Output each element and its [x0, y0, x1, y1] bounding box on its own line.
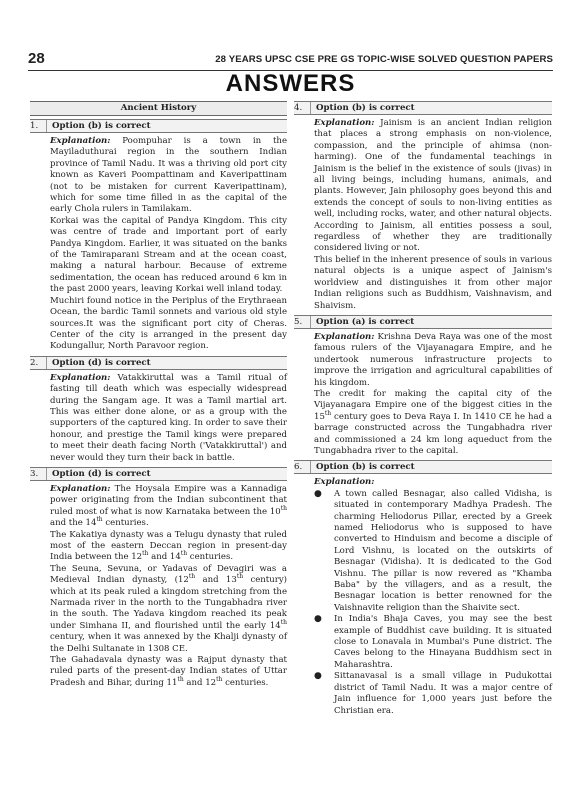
- paragraph: [314, 389, 552, 457]
- bullet-text: Sittanavasal is a small village in Pudukottai district of Tamil Nadu. It was a major centre of Jain influence for 1,000 years just before the Christian era.: [334, 671, 552, 716]
- answer-body-2: [30, 373, 287, 464]
- answer-option: Option (d) is correct: [52, 468, 151, 479]
- explanation-label: Explanation:: [314, 118, 375, 128]
- text-run: and 13: [195, 575, 237, 586]
- paragraph: Muchiri found notice in the Periplus of the Erythraean Ocean, the bardic Tamil sonnets and various old style sources.It was the significant port city of Cheras. Center of the city is arranged in the present day Kodungallur, North Paravoor region.: [50, 295, 287, 352]
- text-run: and 12: [183, 677, 217, 688]
- superscript: th: [177, 676, 184, 684]
- bullet-icon: ●: [314, 614, 322, 625]
- paragraph-text: Jainism is an ancient Indian religion that places a strong emphasis on non-violence, compassion, and the principle of ahimsa (non-harming). One of the fundamental teachings in Jainism is the belief in the existence of souls (jivas) in all living beings, including humans, animals, and plants. However, Jain philosophy goes beyond this and extends the concept of souls to non-living entities as well, including rocks, water, and other natural objects. According to Jainism, all entities possess a soul, regardless of whether they are traditionally considered living or not.: [314, 118, 553, 254]
- paragraph: [314, 118, 552, 255]
- superscript: th: [236, 573, 244, 581]
- superscript: th: [216, 676, 223, 684]
- answer-heading-6: [294, 460, 552, 474]
- bullet-icon: ●: [314, 488, 322, 499]
- page-header: [28, 52, 553, 71]
- paragraph: [50, 136, 287, 216]
- explanation-label: Explanation:: [314, 477, 375, 488]
- paragraph: [50, 564, 287, 655]
- text-run: centuries.: [102, 518, 149, 529]
- answer-body-4: [294, 118, 552, 312]
- explanation-label: Explanation:: [50, 136, 111, 146]
- answer-body-6: [294, 477, 552, 717]
- bullet-icon: ●: [314, 671, 322, 682]
- explanation-label: Explanation:: [50, 372, 111, 383]
- answer-heading-5: [294, 315, 552, 329]
- superscript: th: [324, 409, 332, 417]
- page-number: 28: [28, 50, 45, 67]
- paragraph: [50, 373, 287, 464]
- superscript: th: [188, 573, 196, 581]
- text-run: The credit for making the capital city of the Vijayanagara Empire one of the biggest cities in the 15: [314, 388, 552, 422]
- answer-heading-4: [294, 101, 552, 115]
- text-run: century) which at its peak ruled a kingdom stretching from the Narmada river in the north to the Tungabhadra river in the south. The Yadava kingdom reached its peak under Simhana II, and flourished until the early 14: [50, 575, 287, 631]
- superscript: th: [280, 619, 287, 626]
- answer-heading-3: [30, 467, 287, 481]
- answer-option: Option (d) is correct: [52, 357, 151, 368]
- section-heading: Ancient History: [30, 101, 287, 116]
- answer-option: Option (b) is correct: [52, 121, 151, 131]
- paragraph-text: Poompuhar is a town in the Mayiladuthurai region in the southern Indian province of Tamil Nadu. It was a thriving old port city known as Kaveri Poompattinam and Kaveripattinam (not to be mistaken for current Kaveripattinam), which for some time filled in as the capital of the early Chola rulers in Tamilakam.: [50, 136, 287, 215]
- answer-heading-2: [30, 356, 287, 370]
- text-run: The Seuna, Sevuna, or Yadavas of Devagiri was a Medieval Indian dynasty, (12: [50, 563, 287, 586]
- text-run: centuries.: [187, 552, 234, 563]
- paragraph-text: Vatakkiruttal was a Tamil ritual of fasting till death which was especially widespread during the Sangam age. It was a Tamil martial art. This was either done alone, or as a group with the supporters of the captured king. In order to save their honour, and prestige the Tamil kings were prepared to meet their death facing North ('Vatakkiruttal') and never would they turn their back in battle.: [50, 372, 287, 463]
- text-run: century, when it was annexed by the Khalji dynasty of the Delhi Sultanate in 1308 CE.: [50, 632, 287, 654]
- bullet-text: In India's Bhaja Caves, you may see the best example of Buddhist cave building. It is situated close to Lonavala in Mumbai's Pune district. The Caves belong to the Hinayana Buddhism sect in Maharashtra.: [334, 614, 552, 670]
- text-run: centuries.: [222, 677, 269, 688]
- answer-option: Option (b) is correct: [316, 462, 415, 473]
- superscript: th: [96, 516, 103, 524]
- paragraph: This belief in the inherent presence of souls in various natural objects is a unique aspect of Jainism's worldview and distinguishes it from other major Indian religions such as Buddhism, Vaishnavism, and Shaivism.: [314, 254, 552, 311]
- answer-body-3: [30, 484, 287, 689]
- text-run: century goes to Deva Raya I. In 1410 CE he had a barrage constructed across the Tungabhadra river and commissioned a 24 km long aqueduct from the Tungabhadra river to the capital.: [314, 411, 552, 456]
- superscript: th: [180, 550, 188, 558]
- answer-option: Option (b) is correct: [316, 103, 415, 113]
- bullet-text: A town called Besnagar, also called Vidisha, is situated in contemporary Madhya Pradesh. The charming Heliodorus Pillar, erected by a Greek named Heliodorus who is supposed to have converted to Hinduism and become a disciple of Lord Vishnu, is located on the outskirts of Besnagar (Vidisha). It is dedicated to the God Vishnu. The pillar is now revered as "Khamba Baba" by the villagers, and as a result, the Besnagar location is better renowned for the Vaishnavite religion than the Shaivite sect.: [334, 488, 552, 613]
- question-number: 2.: [30, 357, 47, 369]
- right-column: [294, 101, 552, 717]
- paragraph: [50, 655, 287, 689]
- paragraph: [50, 530, 287, 564]
- superscript: th: [142, 550, 149, 558]
- paragraph: [50, 484, 287, 530]
- question-number: 1.: [30, 120, 47, 132]
- question-number: 6.: [294, 461, 311, 473]
- running-title: 28 YEARS UPSC CSE PRE GS TOPIC-WISE SOLVED QUESTION PAPERS: [215, 54, 553, 65]
- answer-body-1: [30, 136, 287, 353]
- answer-heading-1: [30, 119, 287, 133]
- text-run: The Gahadavala dynasty was a Rajput dynasty that ruled parts of the present-day Indian states of Uttar Pradesh and Bihar, during 11: [50, 655, 287, 688]
- text-run: and the 14: [50, 518, 97, 529]
- answer-body-5: [294, 332, 552, 457]
- text-run: The Kakatiya dynasty was a Telugu dynasty that ruled most of the eastern Deccan region in present-day India between the 12: [50, 529, 287, 563]
- bullet-item: [314, 489, 552, 614]
- bullet-item: [314, 671, 552, 717]
- bullet-item: [314, 614, 552, 671]
- left-column: [30, 101, 287, 689]
- page-title: ANSWERS: [225, 70, 356, 97]
- text-run: and 14: [148, 552, 181, 563]
- question-number: 5.: [294, 316, 311, 328]
- paragraph: [314, 332, 552, 389]
- question-number: 3.: [30, 468, 47, 480]
- text-run: The Hoysala Empire was a Kannadiga power originating from the Indian subcontinent that ruled most of what is now Karnataka between the 10: [50, 483, 287, 517]
- explanation-label: Explanation:: [314, 331, 375, 342]
- answer-option: Option (a) is correct: [316, 316, 415, 327]
- paragraph-text: Krishna Deva Raya was one of the most famous rulers of the Vijayanagara Empire, and he undertook numerous infrastructure projects to improve the irrigation and agricultural capabilities of his kingdom.: [314, 331, 552, 388]
- paragraph: Korkai was the capital of Pandya Kingdom. This city was centre of trade and important port of early Pandya Kingdom. Earlier, it was situated on the banks of the Tamiraparani Stream and at the ocean coast, making a natural harbour. Because of extreme sedimentation, the ocean has reduced around 6 km in the past 2000 years, leaving Korkai well inland today.: [50, 215, 287, 295]
- question-number: 4.: [294, 102, 311, 114]
- explanation-label: Explanation:: [50, 483, 111, 494]
- superscript: th: [280, 504, 287, 512]
